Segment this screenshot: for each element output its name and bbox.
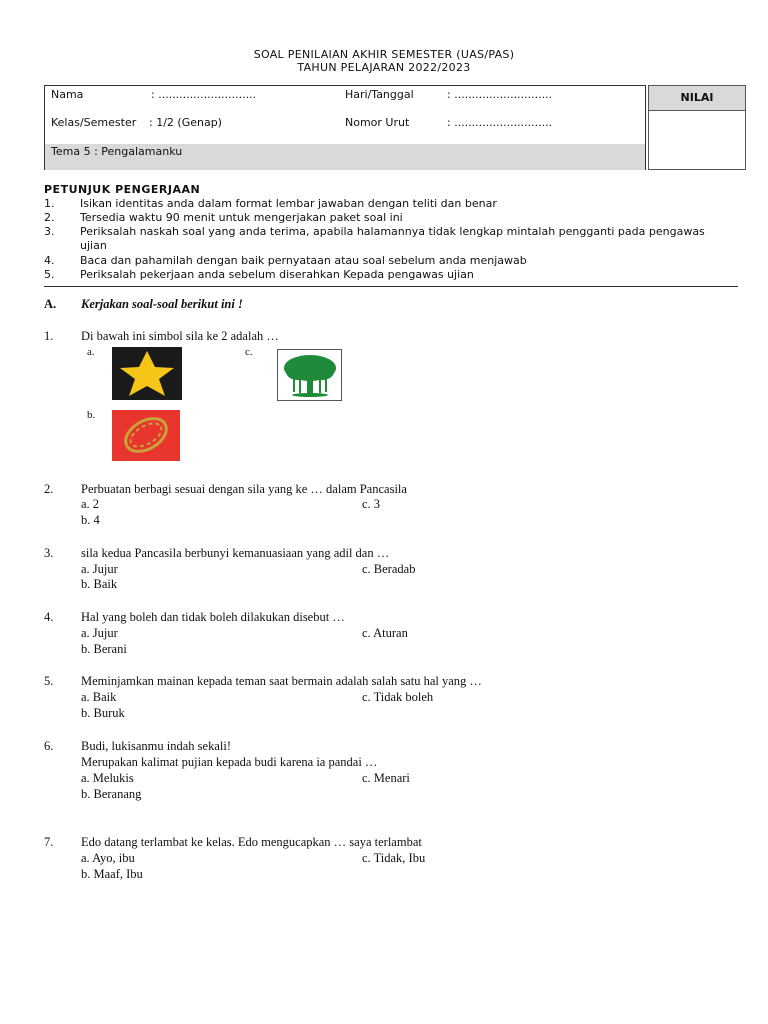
option-b[interactable]: b. Berani [81, 642, 127, 656]
option-b[interactable]: b. 4 [81, 513, 100, 527]
nama-label: Nama [51, 88, 84, 101]
instruction-num: 4. [44, 254, 55, 267]
question-number: 5. [44, 674, 54, 688]
option-b[interactable]: b. Beranang [81, 787, 142, 801]
hari-value: : ............................ [447, 88, 553, 101]
instruction-text: Tersedia waktu 90 menit untuk mengerjakan paket soal ini [80, 211, 403, 224]
option-b[interactable]: b. Maaf, Ibu [81, 867, 143, 881]
urut-label: Nomor Urut [345, 116, 410, 129]
banyan-tree-icon[interactable] [277, 349, 342, 401]
question-number: 4. [44, 610, 54, 624]
question-text: sila kedua Pancasila berbunyi kemanuasiaan yang adil dan … [81, 546, 390, 560]
tema-bar [45, 144, 645, 170]
star-icon[interactable] [112, 347, 182, 400]
option-a[interactable]: a. Jujur [81, 626, 118, 640]
option-a[interactable]: a. Baik [81, 690, 117, 704]
instruction-num: 2. [44, 211, 55, 224]
option-b[interactable]: b. Baik [81, 577, 118, 591]
instruction-text: Isikan identitas anda dalam format lembar jawaban dengan teliti dan benar [80, 197, 497, 210]
divider [44, 286, 738, 287]
question-number: 1. [44, 329, 54, 343]
section-title: Kerjakan soal-soal berikut ini ! [81, 297, 243, 311]
section-letter: A. [44, 297, 57, 311]
question-text: Meminjamkan mainan kepada teman saat bermain adalah salah satu hal yang … [81, 674, 482, 688]
instruction-num: 5. [44, 268, 55, 281]
question-text: Edo datang terlambat ke kelas. Edo mengucapkan … saya terlambat [81, 835, 422, 849]
instruction-text: Periksalah pekerjaan anda sebelum diserahkan Kepada pengawas ujian [80, 268, 474, 281]
instructions-heading: PETUNJUK PENGERJAAN [44, 183, 201, 196]
tema-label: Tema 5 : Pengalamanku [51, 145, 183, 158]
option-c-label: c. [245, 346, 253, 358]
option-c[interactable]: c. Tidak boleh [362, 690, 434, 704]
nilai-header: NILAI [648, 85, 746, 111]
instruction-num: 1. [44, 197, 55, 210]
nilai-box [648, 111, 746, 170]
option-c[interactable]: c. 3 [362, 497, 381, 511]
option-c[interactable]: c. Beradab [362, 562, 416, 576]
kelas-label: Kelas/Semester [51, 116, 137, 129]
option-a-label: a. [87, 346, 95, 358]
question-number: 7. [44, 835, 54, 849]
option-a[interactable]: a. Jujur [81, 562, 118, 576]
chain-icon[interactable] [112, 410, 180, 461]
instruction-text: Periksalah naskah soal yang anda terima, apabila halamannya tidak lengkap mintalah pengganti pada pengawas [80, 225, 705, 238]
option-a[interactable]: a. 2 [81, 497, 100, 511]
option-c[interactable]: c. Menari [362, 771, 410, 785]
option-a[interactable]: a. Melukis [81, 771, 134, 785]
question-text: Di bawah ini simbol sila ke 2 adalah … [81, 329, 279, 343]
identity-box [44, 85, 646, 170]
option-b-label: b. [87, 409, 96, 421]
question-number: 3. [44, 546, 54, 560]
option-b[interactable]: b. Buruk [81, 706, 125, 720]
instruction-text-cont: ujian [80, 239, 107, 252]
question-text: Budi, lukisanmu indah sekali! [81, 739, 231, 753]
question-text-cont: Merupakan kalimat pujian kepada budi karena ia pandai … [81, 755, 378, 769]
nama-value: : ............................ [151, 88, 257, 101]
question-number: 6. [44, 739, 54, 753]
question-text: Hal yang boleh dan tidak boleh dilakukan disebut … [81, 610, 345, 624]
question-number: 2. [44, 482, 54, 496]
instruction-num: 3. [44, 225, 55, 238]
question-text: Perbuatan berbagi sesuai dengan sila yang ke … dalam Pancasila [81, 482, 407, 496]
exam-title: SOAL PENILAIAN AKHIR SEMESTER (UAS/PAS) [253, 48, 515, 61]
option-a[interactable]: a. Ayo, ibu [81, 851, 135, 865]
exam-year: TAHUN PELAJARAN 2022/2023 [297, 61, 471, 74]
instruction-text: Baca dan pahamilah dengan baik pernyataan atau soal sebelum anda menjawab [80, 254, 527, 267]
option-c[interactable]: c. Tidak, Ibu [362, 851, 426, 865]
kelas-value: : 1/2 (Genap) [149, 116, 222, 129]
option-c[interactable]: c. Aturan [362, 626, 408, 640]
urut-value: : ............................ [447, 116, 553, 129]
hari-label: Hari/Tanggal [345, 88, 414, 101]
